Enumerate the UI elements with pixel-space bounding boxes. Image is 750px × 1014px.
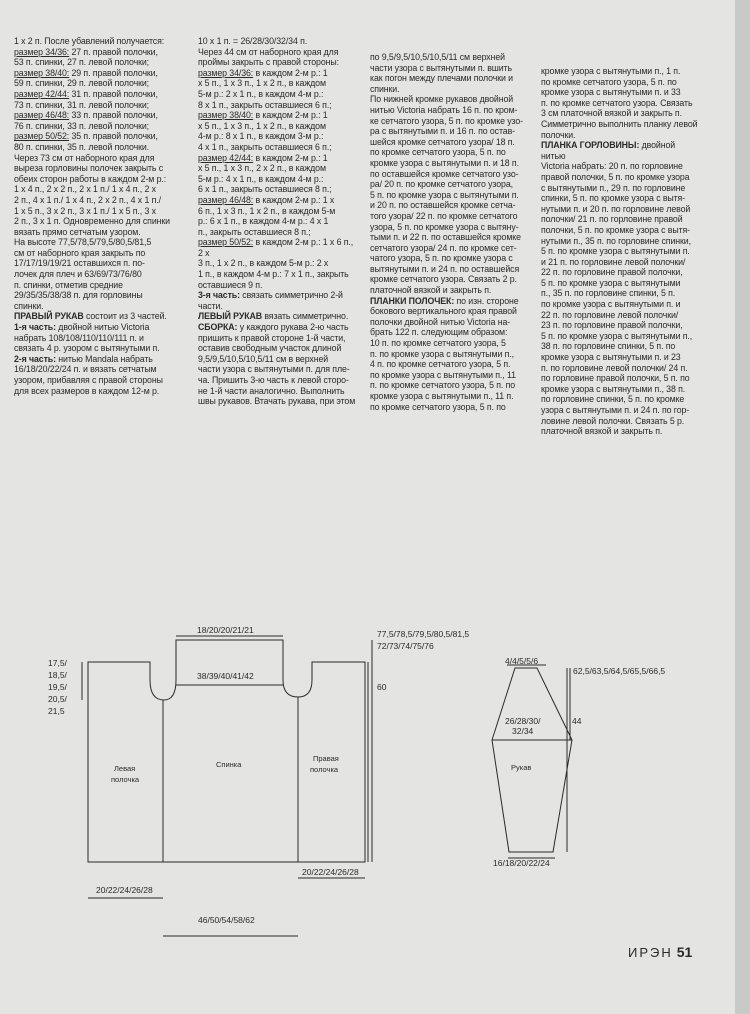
text-line: 4-м р.: 8 x 1 п., в каждом 3-м р.: bbox=[198, 131, 324, 142]
side-label-e: 21,5 bbox=[48, 706, 65, 716]
text-line: 10 x 1 п. = 26/28/30/32/34 п. bbox=[198, 36, 308, 46]
text-line: нитью Mandala набрать bbox=[55, 353, 153, 364]
height-60-label: 60 bbox=[377, 682, 387, 692]
text-line: 10 п. по кромке сетчатого узора, 5 bbox=[370, 338, 506, 349]
text-line: ке сетчатого узора, 5 п. по кромке узо- bbox=[370, 115, 523, 126]
text-line: 5 п. по кромке узора с вытянутыми п., bbox=[541, 330, 693, 341]
page-footer bbox=[628, 944, 692, 960]
size-label: размер 34/36: bbox=[14, 46, 70, 57]
text-line: по 9,5/9,5/10,5/10,5/11 см верхней bbox=[370, 52, 505, 62]
sleeve-mid-width-label-2: 32/34 bbox=[512, 726, 534, 736]
text-line: в каждом 2-м р.: 1 bbox=[253, 152, 328, 163]
text-line: части узора с вытянутыми п. вшить bbox=[370, 62, 512, 73]
text-line: нитью Victoria набрать 16 п. по кром- bbox=[370, 104, 518, 115]
text-line: кромке узора с вытянутыми п. и 18 п. bbox=[370, 157, 519, 168]
text-line: 4 x 1 п., закрыть оставшиеся 6 п.; bbox=[198, 141, 332, 152]
text-line: по горловине правой полочки, 5 п. по bbox=[541, 373, 690, 384]
sleeve-cap-width-label: 4/4/5/5/6 bbox=[505, 656, 539, 666]
text-line: части узора с вытянутыми п. для пле- bbox=[198, 364, 350, 375]
bottom-total-label: 46/50/54/58/62 bbox=[198, 915, 255, 925]
text-line: кромке узора с вытянутыми п. и 23 bbox=[541, 352, 681, 363]
bottom-right-label: 20/22/24/26/28 bbox=[302, 867, 359, 877]
size-label: размер 38/40: bbox=[198, 110, 254, 121]
text-line: по горловине спинки, 5 п. по кромке bbox=[541, 394, 685, 405]
text-line: полочки. bbox=[541, 129, 576, 140]
text-line: 35 п. правой полочки, bbox=[69, 131, 158, 142]
text-line: узора с вытянутыми п. и 24 п. по гор- bbox=[541, 405, 690, 415]
text-line: по оставшейся кромке сетчатого узо- bbox=[370, 168, 519, 179]
text-line: брать 122 п. следующим образом: bbox=[370, 327, 508, 338]
text-line: в каждом 2-м р.: 1 bbox=[253, 110, 328, 121]
text-line: x 5 п., 1 x 3 п., 1 x 2 п., в каждом bbox=[198, 78, 326, 89]
text-line: Через 73 см от наборного края для bbox=[14, 152, 155, 163]
top-width-label: 18/20/20/21/21 bbox=[197, 625, 254, 635]
text-line: кромке узора с вытянутыми п., 11 п. bbox=[370, 391, 514, 401]
text-line: 27 п. правой полочки, bbox=[69, 46, 158, 57]
text-line: 8 x 1 п., закрыть оставшиеся 6 п.; bbox=[198, 99, 332, 110]
height-total-label: 77,5/78,5/79,5/80,5/81,5 bbox=[377, 629, 470, 639]
text-line: связать симметрично 2-й bbox=[239, 290, 343, 301]
text-line: 29 п. правой полочки, bbox=[69, 67, 158, 78]
size-label: размер 46/48: bbox=[14, 110, 70, 121]
sleeve-height-label: 44 bbox=[572, 716, 582, 726]
size-label: размер 50/52: bbox=[198, 237, 254, 248]
text-line: пришить к правой стороне 1-й части, bbox=[198, 332, 346, 343]
text-line: 4 п. по кромке сетчатого узора, 5 п. bbox=[370, 359, 511, 370]
text-line: полочки двойной нитью Victoria на- bbox=[370, 316, 511, 327]
text-line: двойной нитью bbox=[541, 140, 676, 161]
sleeve-mid-width-label-1: 26/28/30/ bbox=[505, 716, 541, 726]
text-line: Симметрично выполнить планку левой bbox=[541, 118, 698, 129]
text-line: чатого узора, 5 п. по кромке узора с bbox=[370, 253, 513, 264]
text-line: кромке узора с вытянутыми п., 1 п. bbox=[541, 66, 681, 76]
text-line: 59 п. спинки, 29 п. левой полочки; bbox=[14, 78, 149, 89]
sleeve-bottom-width-label: 16/18/20/22/24 bbox=[493, 858, 550, 868]
text-line: связать 4 р. узором с вытянутыми п. bbox=[14, 343, 160, 354]
text-line: нутыми п. и 20 п. по горловине левой bbox=[541, 203, 691, 214]
section-heading: ЛЕВЫЙ РУКАВ bbox=[198, 311, 262, 322]
left-front-label-2: полочка bbox=[111, 775, 140, 784]
side-label-b: 18,5/ bbox=[48, 670, 67, 680]
text-line: по кромке сетчатого узора, 5 п. по bbox=[370, 147, 506, 158]
page-number: 51 bbox=[676, 944, 693, 960]
text-line: 16/18/20/22/24 п. и вязать сетчатым bbox=[14, 364, 157, 375]
text-line: бокового вертикального края правой bbox=[370, 306, 517, 317]
text-line: в каждом 2-м р.: 1 x bbox=[253, 194, 335, 205]
text-line: 22 п. по горловине левой полочки/ bbox=[541, 309, 679, 320]
text-line: 5 п. по кромке узора с вытянутыми bbox=[541, 277, 681, 288]
text-line: 76 п. спинки, 33 п. левой полочки; bbox=[14, 120, 149, 131]
side-label-a: 17,5/ bbox=[48, 658, 67, 668]
magazine-brand: ИРЭН bbox=[628, 945, 673, 960]
text-line: и 20 п. по оставшейся кромке сетча- bbox=[370, 200, 516, 211]
text-line: 23 п. по горловине правой полочки, bbox=[541, 320, 683, 331]
text-line: 5-м р.: 2 x 1 п., в каждом 4-м р.: bbox=[198, 88, 324, 99]
subsection-heading: 2-я часть: bbox=[14, 353, 56, 364]
side-label-c: 19,5/ bbox=[48, 682, 67, 692]
text-line: двойной нитью Victoria bbox=[55, 322, 150, 333]
text-line: части. bbox=[198, 300, 223, 311]
text-line: в каждом 2-м р.: 1 bbox=[253, 67, 328, 78]
height-shoulder-label: 72/73/74/75/76 bbox=[377, 641, 434, 651]
subsection-heading: 1-я часть: bbox=[14, 322, 56, 333]
text-line: оставив свободным участок длиной bbox=[198, 343, 342, 354]
sleeve-label: Рукав bbox=[511, 763, 532, 772]
text-line: ра с вытянутыми п. и 16 п. по остав- bbox=[370, 126, 515, 137]
text-line: платочной вязкой и закрыть п. bbox=[370, 285, 492, 296]
text-line: вязать симметрично. bbox=[261, 311, 349, 322]
text-line: п. спинки, отметив средние bbox=[14, 279, 123, 290]
text-line: сетчатого узора/ 24 п. по кромке сет- bbox=[370, 242, 517, 253]
text-line: 9,5/9,5/10,5/10,5/11 см в верхней bbox=[198, 353, 329, 364]
section-heading: ПЛАНКА ГОРЛОВИНЫ: bbox=[541, 140, 640, 151]
text-line: по кромке сетчатого узора, 5 п. по bbox=[541, 76, 677, 87]
text-line: лочек для плеч и 63/69/73/76/80 bbox=[14, 269, 142, 280]
text-line: 2 п., 4 x 1 п./ 1 x 4 п., 2 x 2 п., 4 x 1 п./ bbox=[14, 194, 161, 205]
left-front-label-1: Левая bbox=[114, 764, 136, 773]
text-line: п., закрыть оставшиеся 8 п.; bbox=[198, 226, 311, 237]
text-line: кромке сетчатого узора. Связать 2 р. bbox=[370, 274, 517, 285]
text-line: п. по кромке узора с вытянутыми п., bbox=[370, 348, 514, 359]
text-line: по изн. стороне bbox=[454, 295, 519, 306]
section-heading: ПЛАНКИ ПОЛОЧЕК: bbox=[370, 295, 455, 306]
text-line: 33 п. правой полочки, bbox=[69, 110, 158, 121]
text-line: в каждом 2-м р.: 1 x 6 п., 2 x bbox=[198, 237, 354, 258]
text-line: полочки/ 21 п. по горловине правой bbox=[541, 214, 683, 225]
size-label: размер 42/44: bbox=[198, 152, 254, 163]
text-line: 73 п. спинки, 31 п. левой полочки; bbox=[14, 99, 149, 110]
text-line: платочной вязкой и закрыть п. bbox=[541, 426, 663, 437]
text-line: узором, прибавляя с правой стороны bbox=[14, 375, 163, 385]
text-line: 6 п., 1 x 3 п., 1 x 2 п., в каждом 5-м bbox=[198, 205, 336, 216]
text-line: По нижней кромке рукавов двойной bbox=[370, 94, 514, 105]
text-line: нутыми п., 35 п. по горловине спинки, bbox=[541, 235, 691, 246]
text-line: 80 п. спинки, 35 п. левой полочки. bbox=[14, 141, 149, 152]
size-label: размер 42/44: bbox=[14, 88, 70, 99]
size-label: размер 46/48: bbox=[198, 194, 254, 205]
text-line: не 1-й части аналогично. Выполнить bbox=[198, 385, 345, 396]
text-line: 3 см платочной вязкой и закрыть п. bbox=[541, 108, 682, 119]
text-line: узора, 5 п. по кромке узора с вытяну- bbox=[370, 221, 519, 232]
text-line: для всех размеров в каждом 12-м р. bbox=[14, 385, 160, 396]
text-line: 1 x 5 п., 3 x 2 п., 3 x 1 п./ 1 x 5 п., 3 x bbox=[14, 205, 156, 216]
text-line: 38 п. по горловине спинки, 5 п. по bbox=[541, 341, 676, 352]
neck-width-label: 38/39/40/41/42 bbox=[197, 671, 254, 681]
text-line: 1 x 4 п., 2 x 2 п., 2 x 1 п./ 1 x 4 п., 2 x bbox=[14, 184, 156, 195]
text-line: набрать 108/108/110/110/111 п. и bbox=[14, 332, 144, 343]
subsection-heading: 3-я часть: bbox=[198, 290, 240, 301]
text-line: правой полочки, 5 п. по кромке узора bbox=[541, 171, 690, 182]
text-line: п. по горловине левой полочки/ 24 п. bbox=[541, 362, 688, 373]
text-line: по кромке узора с вытянутыми п., 11 bbox=[370, 369, 516, 380]
text-line: 5 п. по кромке узора с вытянутыми п. bbox=[541, 246, 690, 257]
text-line: оставшиеся 9 п. bbox=[198, 279, 263, 290]
side-label-d: 20,5/ bbox=[48, 694, 67, 704]
bottom-left-label: 20/22/24/26/28 bbox=[96, 885, 153, 895]
text-line: x 5 п., 1 x 3 п., 2 x 2 п., в каждом bbox=[198, 163, 326, 174]
text-line: у каждого рукава 2-ю часть bbox=[237, 322, 349, 333]
text-line: п. по кромке сетчатого узора. Связать bbox=[541, 97, 693, 108]
text-line: п. по кромке сетчатого узора, 5 п. по bbox=[370, 380, 516, 391]
text-line: 3 п., 1 x 2 п., в каждом 5-м р.: 2 x bbox=[198, 258, 329, 269]
text-line: р.: 6 x 1 п., в каждом 4-м р.: 4 x 1 bbox=[198, 216, 329, 227]
size-label: размер 50/52: bbox=[14, 131, 70, 142]
text-line: того узора/ 22 п. по кромке сетчатого bbox=[370, 210, 518, 221]
text-line: вытянутыми п. и 24 п. по оставшейся bbox=[370, 263, 520, 274]
text-line: шейся кромке сетчатого узора/ 18 п. bbox=[370, 136, 515, 147]
text-line: спинки. bbox=[14, 300, 44, 311]
text-line: 6 x 1 п., закрыть оставшиеся 8 п.; bbox=[198, 184, 332, 195]
text-line: 29/35/35/38/38 п. для горловины bbox=[14, 290, 143, 301]
text-line: и 21 п. по горловине левой полочки/ bbox=[541, 256, 686, 267]
text-line: 5-м р.: 4 x 1 п., в каждом 4-м р.: bbox=[198, 173, 324, 184]
text-line: состоит из 3 частей. bbox=[83, 311, 167, 322]
size-label: размер 38/40: bbox=[14, 67, 70, 78]
text-line: спинки. bbox=[370, 83, 400, 94]
right-front-label-2: полочка bbox=[310, 765, 339, 774]
text-line: по кромке сетчатого узора, 5 п. по bbox=[370, 401, 506, 412]
text-line: 1 п., в каждом 4-м р.: 7 x 1 п., закрыть bbox=[198, 269, 349, 280]
text-line: кромке узора с вытянутыми п. и 33 bbox=[541, 87, 681, 98]
text-line: п., 35 п. по горловине спинки, 5 п. bbox=[541, 288, 676, 299]
text-line: Victoria набрать: 20 п. по горловине bbox=[541, 161, 683, 172]
sleeve-pattern-shape bbox=[492, 665, 572, 858]
text-line: ловине левой полочки. Связать 5 р. bbox=[541, 415, 685, 426]
text-line: 17/17/19/19/21 оставшихся п. по- bbox=[14, 258, 145, 269]
text-line: спинки, 5 п. по кромке узора с вытя- bbox=[541, 193, 686, 204]
right-front-label-1: Правая bbox=[313, 754, 339, 763]
text-line: вязать прямо сетчатым узором. bbox=[14, 226, 141, 237]
text-line: как погон между плечами полочки и bbox=[370, 73, 513, 84]
text-line: 1 x 2 п. После убавлений получается: bbox=[14, 36, 165, 46]
size-label: размер 34/36: bbox=[198, 67, 254, 78]
back-label: Спинка bbox=[216, 760, 242, 769]
text-line: ра/ 20 п. по кромке сетчатого узора, bbox=[370, 179, 513, 190]
text-line: проймы закрыть с правой стороны: bbox=[198, 57, 339, 68]
text-line: На высоте 77,5/78,5/79,5/80,5/81,5 bbox=[14, 237, 152, 248]
sleeve-outline bbox=[492, 668, 572, 852]
text-line: с вытянутыми п., 29 п. по горловине bbox=[541, 182, 686, 193]
text-line: 22 п. по горловине правой полочки, bbox=[541, 267, 683, 278]
text-line: швы рукавов. Втачать рукава, при этом bbox=[198, 396, 356, 407]
text-line: 2 п., 3 x 1 п. Одновременно для спинки bbox=[14, 216, 170, 227]
text-line: полочки, 5 п. по кромке узора с вытя- bbox=[541, 224, 690, 235]
sleeve-cap-height-label: 62,5/63,5/64,5/65,5/66,5 bbox=[573, 666, 666, 676]
text-line: ча. Пришить 3-ю часть к левой сторо- bbox=[198, 375, 349, 385]
text-line: 53 п. спинки, 27 п. левой полочки; bbox=[14, 57, 149, 68]
text-line: Через 44 см от наборного края для bbox=[198, 46, 339, 57]
section-heading: ПРАВЫЙ РУКАВ bbox=[14, 311, 84, 322]
text-line: выреза горловины полочек закрыть с bbox=[14, 163, 163, 174]
text-line: тыми п. и 22 п. по оставшейся кромке bbox=[370, 232, 521, 243]
text-line: 5 п. по кромке узора с вытянутыми п. bbox=[370, 189, 519, 200]
section-heading: СБОРКА: bbox=[198, 322, 238, 333]
text-line: x 5 п., 1 x 3 п., 1 x 2 п., в каждом bbox=[198, 120, 326, 131]
text-line: кромке узора с вытянутыми п., 38 п. bbox=[541, 383, 686, 394]
text-line: см от наборного края закрыть по bbox=[14, 247, 146, 258]
text-line: обеих сторон работы в каждом 2-м р.: bbox=[14, 173, 167, 184]
text-line: 31 п. правой полочки, bbox=[69, 88, 158, 99]
text-line: по кромке узора с вытянутыми п. и bbox=[541, 299, 681, 310]
